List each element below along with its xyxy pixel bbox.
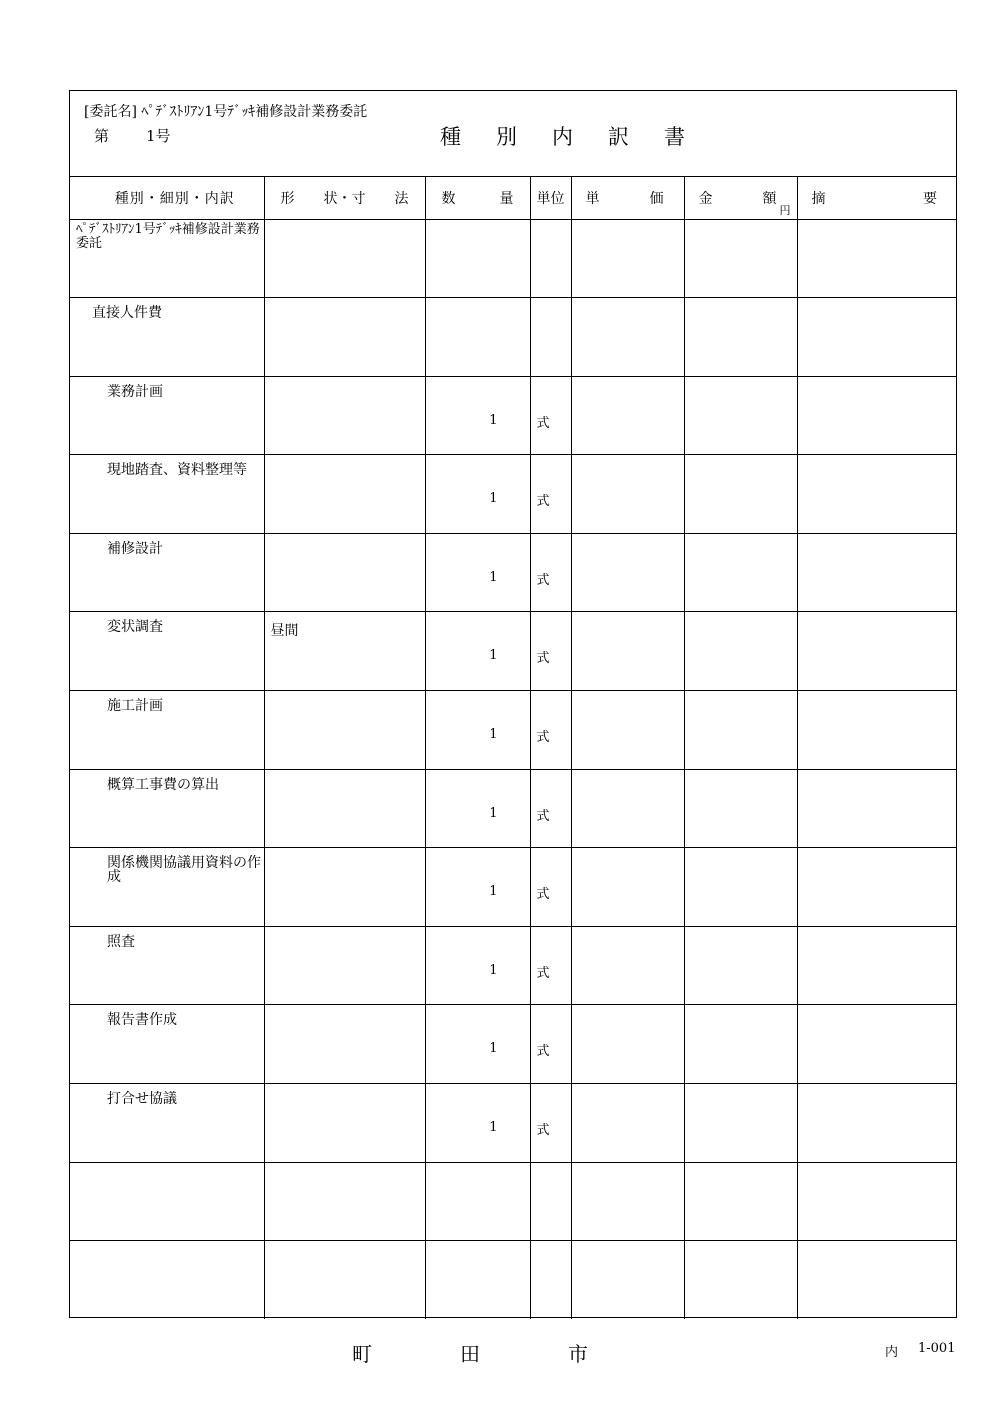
cell-shape [264, 612, 425, 691]
table-body [70, 219, 957, 1319]
sheet-header [70, 91, 956, 177]
table-row [70, 376, 957, 455]
cell-shape [264, 848, 425, 927]
row-name: 施工計画 [107, 698, 163, 715]
cell-remarks [797, 219, 957, 298]
cell-unit [530, 298, 571, 377]
cell-quantity [425, 612, 530, 691]
sheet-number-label: 第 [94, 127, 110, 145]
cell-quantity [425, 376, 530, 455]
cell-shape [264, 691, 425, 770]
cell-quantity [425, 533, 530, 612]
city-name: 町田市 [352, 1342, 676, 1366]
cell-shape [264, 926, 425, 1005]
cell-price [571, 612, 684, 691]
cell-category [70, 533, 264, 612]
row-quantity: 1 [489, 1041, 498, 1057]
sheet-number: 1号 [146, 127, 171, 145]
table-row [70, 848, 957, 927]
cell-quantity [425, 455, 530, 534]
cell-price [571, 298, 684, 377]
row-name: 補修設計 [107, 540, 163, 557]
cell-category [70, 219, 264, 298]
cell-price [571, 1162, 684, 1241]
cell-amount [684, 612, 797, 691]
table-header-row [70, 177, 957, 219]
cell-category [70, 298, 264, 377]
cell-unit [530, 1162, 571, 1241]
row-shape [265, 691, 425, 699]
cell-quantity [425, 926, 530, 1005]
amount-unit-label: 円 [779, 203, 791, 217]
row-name: 打合せ協議 [107, 1091, 177, 1108]
document-title: 種別内訳書 [440, 125, 720, 149]
row-quantity: 1 [489, 412, 498, 428]
cell-amount [684, 533, 797, 612]
table-row [70, 612, 957, 691]
cell-shape [264, 1241, 425, 1320]
row-unit: 式 [536, 730, 550, 746]
cell-shape [264, 1005, 425, 1084]
row-name: 概算工事費の算出 [107, 776, 219, 793]
cell-remarks [797, 455, 957, 534]
cell-quantity [425, 1084, 530, 1163]
cell-quantity [425, 1241, 530, 1320]
cell-price [571, 769, 684, 848]
column-header-price: 単 価 [571, 177, 684, 219]
column-header-remarks: 摘 要 [797, 177, 957, 219]
table-row [70, 1162, 957, 1241]
row-quantity: 1 [489, 727, 498, 743]
cell-unit [530, 533, 571, 612]
cell-amount [684, 219, 797, 298]
cell-shape [264, 298, 425, 377]
column-header-quantity: 数 量 [425, 177, 530, 219]
cell-unit [530, 691, 571, 770]
cell-category [70, 1084, 264, 1163]
cell-price [571, 691, 684, 770]
row-quantity: 1 [489, 884, 498, 900]
table-row [70, 1241, 957, 1320]
cell-remarks [797, 769, 957, 848]
table-row [70, 219, 957, 298]
row-name: 報告書作成 [107, 1012, 177, 1029]
estimate-sheet [69, 90, 957, 1318]
row-shape [265, 1163, 425, 1171]
cell-amount [684, 691, 797, 770]
row-shape [265, 927, 425, 935]
cell-remarks [797, 612, 957, 691]
cell-unit [530, 1084, 571, 1163]
cell-price [571, 455, 684, 534]
cell-amount [684, 1241, 797, 1320]
cell-shape [264, 533, 425, 612]
cell-quantity [425, 769, 530, 848]
page-code-label: 内 [885, 1345, 899, 1360]
column-header-amount: 金 額 円 [684, 177, 797, 219]
row-unit: 式 [536, 965, 550, 981]
row-quantity: 1 [489, 648, 498, 664]
row-quantity: 1 [489, 1120, 498, 1136]
cell-amount [684, 848, 797, 927]
cell-price [571, 219, 684, 298]
cell-quantity [425, 219, 530, 298]
cell-remarks [797, 926, 957, 1005]
cell-remarks [797, 376, 957, 455]
commission-name: [委託名] ﾍﾟﾃﾞｽﾄﾘｱﾝ1号ﾃﾞｯｷ補修設計業務委託 [84, 104, 368, 120]
row-shape [265, 1241, 425, 1249]
cell-quantity [425, 848, 530, 927]
cell-quantity [425, 298, 530, 377]
row-shape [265, 455, 425, 463]
cell-remarks [797, 1084, 957, 1163]
cell-unit [530, 1005, 571, 1084]
row-shape [265, 1005, 425, 1013]
row-quantity: 1 [489, 962, 498, 978]
row-name: ﾍﾟﾃﾞｽﾄﾘｱﾝ1号ﾃﾞｯｷ補修設計業務委託 [76, 221, 260, 251]
table-row [70, 926, 957, 1005]
cell-remarks [797, 848, 957, 927]
table-row [70, 455, 957, 534]
cell-category [70, 926, 264, 1005]
cell-category [70, 1241, 264, 1320]
cell-amount [684, 1162, 797, 1241]
cell-unit [530, 1241, 571, 1320]
row-name: 関係機関協議用資料の作成 [107, 855, 261, 886]
column-header-unit: 単位 [530, 177, 571, 219]
breakdown-table [70, 177, 957, 1319]
cell-category [70, 1162, 264, 1241]
cell-category [70, 691, 264, 770]
table-row [70, 1084, 957, 1163]
row-shape: 昼間 [270, 623, 299, 640]
row-unit: 式 [536, 1044, 550, 1060]
row-shape [265, 298, 425, 306]
row-shape [265, 1084, 425, 1092]
cell-quantity [425, 1005, 530, 1084]
cell-unit [530, 612, 571, 691]
row-unit: 式 [536, 1123, 550, 1139]
cell-price [571, 533, 684, 612]
row-quantity: 1 [489, 805, 498, 821]
cell-unit [530, 848, 571, 927]
row-quantity: 1 [489, 491, 498, 507]
cell-remarks [797, 1162, 957, 1241]
row-shape [265, 377, 425, 385]
cell-shape [264, 1162, 425, 1241]
row-name: 照査 [107, 933, 135, 950]
cell-amount [684, 769, 797, 848]
table-row [70, 691, 957, 770]
cell-category [70, 376, 264, 455]
cell-quantity [425, 1162, 530, 1241]
table-row [70, 769, 957, 848]
row-quantity: 1 [489, 569, 498, 585]
cell-price [571, 926, 684, 1005]
cell-category [70, 848, 264, 927]
row-shape [265, 770, 425, 778]
cell-remarks [797, 1005, 957, 1084]
row-unit: 式 [536, 415, 550, 431]
row-name [70, 1241, 264, 1249]
cell-price [571, 376, 684, 455]
cell-unit [530, 376, 571, 455]
table-row [70, 1005, 957, 1084]
row-unit: 式 [536, 808, 550, 824]
column-header-shape: 形 状・寸 法 [264, 177, 425, 219]
cell-price [571, 848, 684, 927]
row-shape [265, 848, 425, 856]
cell-category [70, 1005, 264, 1084]
row-name: 直接人件費 [92, 305, 162, 322]
cell-shape [264, 455, 425, 534]
row-name: 業務計画 [107, 383, 163, 400]
cell-amount [684, 1084, 797, 1163]
table-row [70, 533, 957, 612]
cell-category [70, 612, 264, 691]
row-name: 現地踏査、資料整理等 [107, 462, 247, 479]
cell-price [571, 1084, 684, 1163]
row-shape [265, 220, 425, 228]
cell-unit [530, 926, 571, 1005]
cell-amount [684, 376, 797, 455]
row-unit: 式 [536, 572, 550, 588]
row-name [70, 1163, 264, 1171]
cell-price [571, 1241, 684, 1320]
row-unit: 式 [536, 651, 550, 667]
row-unit: 式 [536, 887, 550, 903]
cell-price [571, 1005, 684, 1084]
cell-unit [530, 455, 571, 534]
cell-shape [264, 219, 425, 298]
row-name: 変状調査 [107, 619, 163, 636]
cell-amount [684, 298, 797, 377]
cell-remarks [797, 691, 957, 770]
cell-unit [530, 219, 571, 298]
cell-amount [684, 1005, 797, 1084]
cell-remarks [797, 1241, 957, 1320]
cell-category [70, 455, 264, 534]
cell-category [70, 769, 264, 848]
table-row [70, 298, 957, 377]
row-shape [265, 534, 425, 542]
cell-unit [530, 769, 571, 848]
cell-quantity [425, 691, 530, 770]
column-header-category: 種別・細別・内訳 [70, 177, 264, 219]
page-code: 1-001 [918, 1341, 956, 1356]
cell-shape [264, 1084, 425, 1163]
cell-shape [264, 769, 425, 848]
row-unit: 式 [536, 494, 550, 510]
cell-amount [684, 455, 797, 534]
cell-shape [264, 376, 425, 455]
cell-amount [684, 926, 797, 1005]
cell-remarks [797, 298, 957, 377]
cell-remarks [797, 533, 957, 612]
